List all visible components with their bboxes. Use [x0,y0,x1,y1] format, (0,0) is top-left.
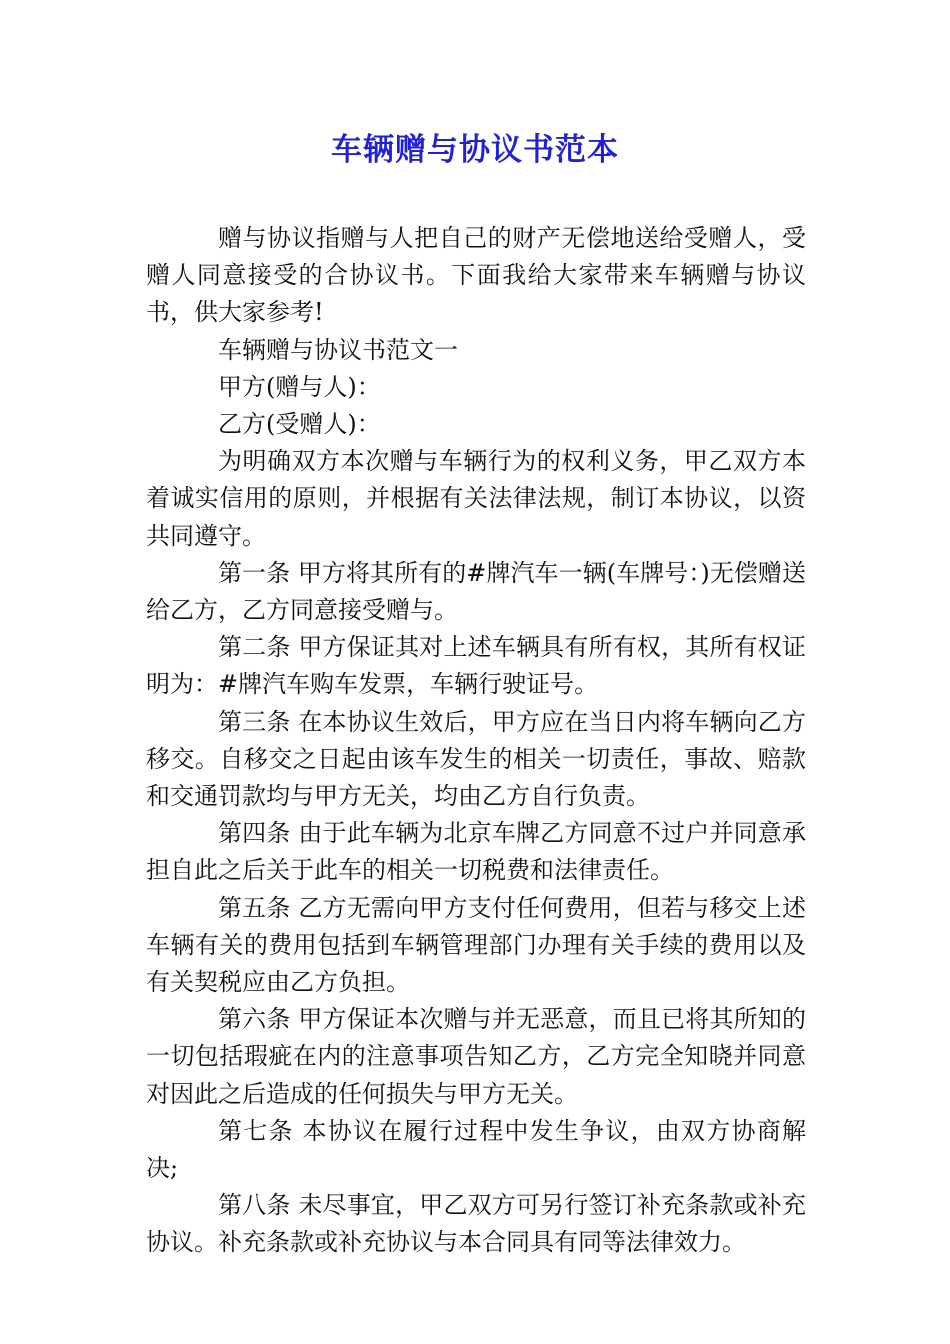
article-2: 第二条 甲方保证其对上述车辆具有所有权，其所有权证明为：#牌汽车购车发票，车辆行驶证号。 [146,633,806,699]
article-5: 第五条 乙方无需向甲方支付任何费用，但若与移交上述车辆有关的费用包括到车辆管理部门办理有关手续的费用以及有关契税应由乙方负担。 [146,893,806,997]
document-body [146,220,806,1262]
party-a-line: 甲方(赠与人)： [218,372,381,401]
article-8: 第八条 未尽事宜，甲乙双方可另行签订补充条款或补充协议。补充条款或补充协议与本合同具有同等法律效力。 [146,1191,806,1257]
document-title: 车辆赠与协议书范本 [331,132,619,168]
intro-paragraph: 赠与协议指赠与人把自己的财产无偿地送给受赠人，受赠人同意接受的合协议书。下面我给大家带来车辆赠与协议书，供大家参考! [146,224,806,327]
article-4: 第四条 由于此车辆为北京车牌乙方同意不过户并同意承担自此之后关于此车的相关一切税费和法律责任。 [146,819,806,885]
preamble-paragraph: 为明确双方本次赠与车辆行为的权利义务，甲乙双方本着诚实信用的原则，并根据有关法律法规，制订本协议，以资共同遵守。 [146,447,806,550]
article-3: 第三条 在本协议生效后，甲方应在当日内将车辆向乙方移交。自移交之日起由该车发生的相关一切责任，事故、赔款和交通罚款均与甲方无关，均由乙方自行负责。 [146,707,806,811]
article-6: 第六条 甲方保证本次赠与并无恶意，而且已将其所知的一切包括瑕疵在内的注意事项告知乙方，乙方完全知晓并同意对因此之后造成的任何损失与甲方无关。 [146,1005,806,1108]
section-heading: 车辆赠与协议书范文一 [218,335,458,364]
party-b-line: 乙方(受赠人)： [218,410,381,439]
article-1: 第一条 甲方将其所有的#牌汽车一辆(车牌号：)无偿赠送给乙方，乙方同意接受赠与。 [146,558,806,625]
article-7: 第七条 本协议在履行过程中发生争议，由双方协商解决; [146,1116,806,1183]
